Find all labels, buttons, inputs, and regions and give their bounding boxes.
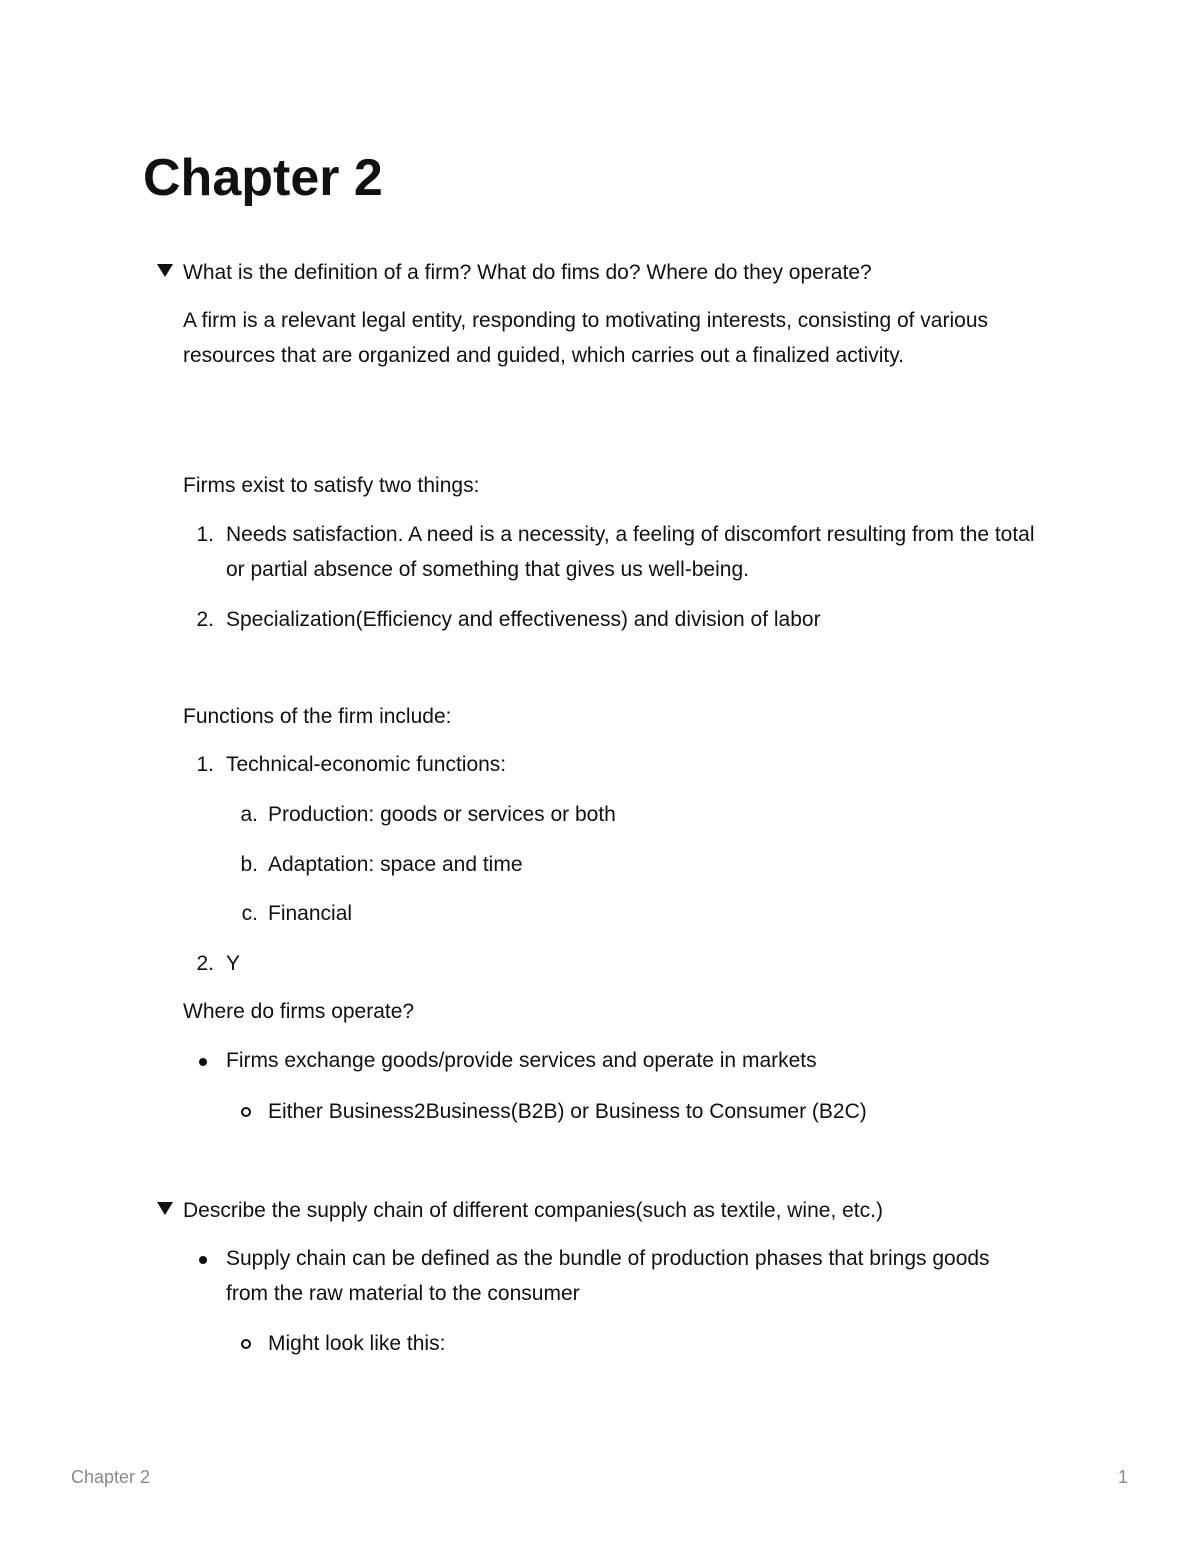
sublist-item: Either Business2Business(B2B) or Business to Consumer (B2C) [268, 1100, 867, 1123]
list-item: Y [226, 952, 241, 975]
toggle-definition-firm[interactable] [157, 258, 872, 288]
list-item: Supply chain can be defined as the bundle of production phases that brings goods from the raw material to the consumer [226, 1247, 990, 1305]
sublist-item: Might look like this: [268, 1332, 446, 1355]
sublist-marker: c. [241, 902, 258, 925]
list-item: Firms exchange goods/provide services and operate in markets [226, 1049, 817, 1072]
bullet-circle-icon [241, 1107, 251, 1117]
list-marker: 1. [196, 753, 214, 776]
list-item: Needs satisfaction. A need is a necessity, a feeling of discomfort resulting from the total or partial absence of something that gives us well-being. [226, 523, 1035, 581]
toggle-triangle-icon[interactable] [157, 264, 173, 277]
bullet-circle-icon [241, 1339, 251, 1349]
list-marker: 2. [196, 608, 214, 631]
sublist-item: Adaptation: space and time [268, 853, 523, 876]
page-number: 1 [1118, 1467, 1129, 1487]
list-item: Technical-economic functions: [226, 753, 507, 776]
toggle-triangle-icon[interactable] [157, 1202, 173, 1215]
bullet-disc-icon [199, 1256, 207, 1264]
sublist-marker: a. [240, 803, 258, 826]
functions-intro: Functions of the firm include: [183, 705, 452, 728]
list-item: Specialization(Efficiency and effectiveness) and division of labor [226, 608, 821, 631]
list-marker: 2. [196, 952, 214, 975]
toggle-question: Describe the supply chain of different companies(such as textile, wine, etc.) [183, 1199, 883, 1222]
toggle-supply-chain[interactable] [157, 1196, 883, 1226]
page-title: Chapter 2 [143, 149, 383, 207]
toggle-question: What is the definition of a firm? What do fims do? Where do they operate? [183, 261, 872, 284]
operate-intro: Where do firms operate? [183, 1000, 415, 1023]
sublist-marker: b. [240, 853, 258, 876]
sublist-item: Production: goods or services or both [268, 803, 616, 826]
footer-title: Chapter 2 [71, 1467, 151, 1487]
list-marker: 1. [196, 523, 214, 546]
sublist-item: Financial [268, 902, 353, 925]
firm-definition-paragraph: A firm is a relevant legal entity, responding to motivating interests, consisting of various resources that are organized and guided, which carries out a finalized activity. [183, 309, 989, 367]
firms-exist-intro: Firms exist to satisfy two things: [183, 474, 480, 497]
bullet-disc-icon [199, 1058, 207, 1066]
